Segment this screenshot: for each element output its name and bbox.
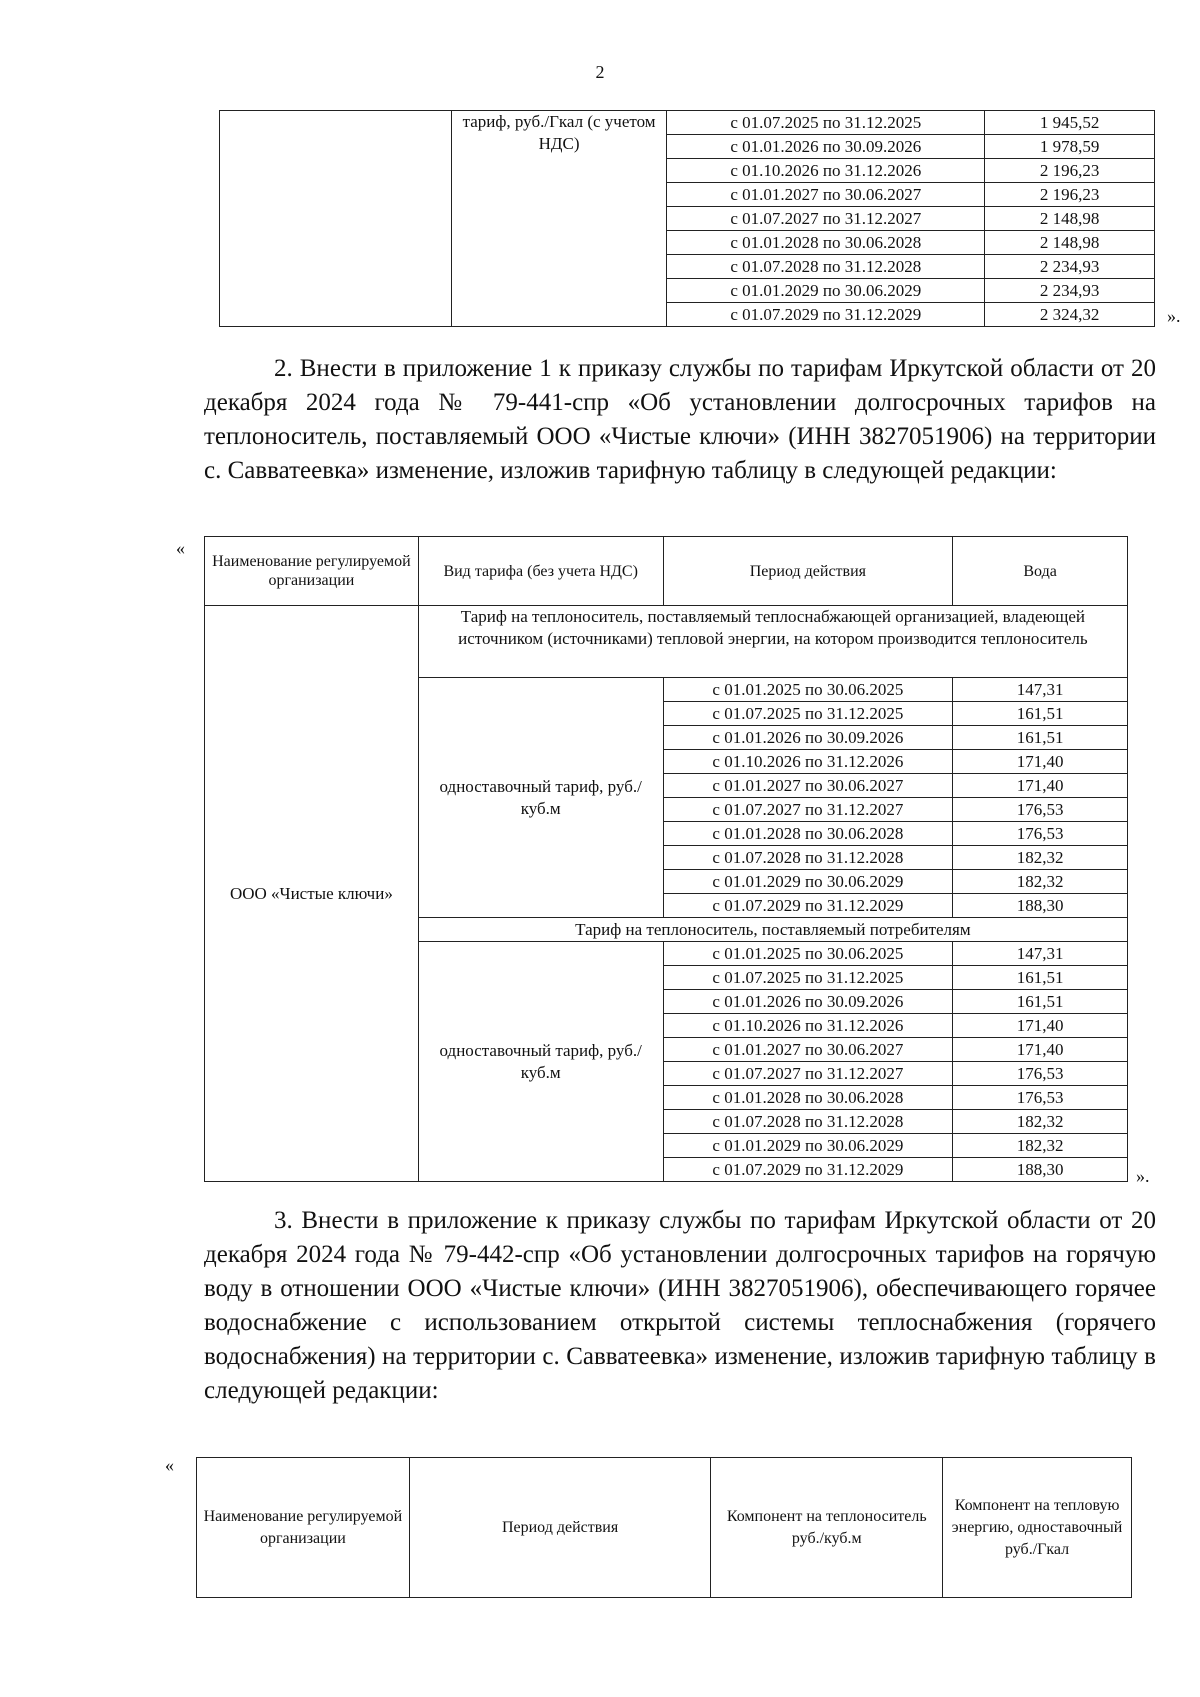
period-cell: с 01.01.2026 по 30.09.2026 (667, 135, 985, 159)
period-cell: с 01.10.2026 по 31.12.2026 (663, 750, 953, 774)
value-cell: 147,31 (953, 942, 1128, 966)
value-cell: 2 324,32 (985, 303, 1155, 327)
period-cell: с 01.01.2029 по 30.06.2029 (663, 870, 953, 894)
period-cell: с 01.07.2025 по 31.12.2025 (663, 702, 953, 726)
paragraph-3 (204, 1204, 1156, 1408)
value-cell: 2 234,93 (985, 279, 1155, 303)
value-cell: 1 978,59 (985, 135, 1155, 159)
header-water: Вода (953, 537, 1128, 606)
period-cell: с 01.10.2026 по 31.12.2026 (667, 159, 985, 183)
period-cell: с 01.07.2025 по 31.12.2025 (667, 111, 985, 135)
hot-water-tariff-table (196, 1457, 1132, 1598)
value-cell: 182,32 (953, 1134, 1128, 1158)
value-cell: 161,51 (953, 966, 1128, 990)
value-cell: 2 148,98 (985, 231, 1155, 255)
value-cell: 161,51 (953, 702, 1128, 726)
page-number: 2 (595, 62, 605, 82)
period-cell: с 01.07.2028 по 31.12.2028 (663, 846, 953, 870)
value-cell: 176,53 (953, 822, 1128, 846)
period-cell: с 01.07.2028 по 31.12.2028 (663, 1110, 953, 1134)
header-org: Наименование регулируемой организации (205, 537, 419, 606)
period-cell: с 01.07.2027 по 31.12.2027 (667, 207, 985, 231)
period-cell: с 01.01.2025 по 30.06.2025 (663, 678, 953, 702)
section-title: Тариф на теплоноситель, поставляемый теплоснабжающей организацией, владеющей источником (источниками) тепловой энергии, на котором производится теплоноситель (418, 606, 1127, 678)
period-cell: с 01.01.2028 по 30.06.2028 (667, 231, 985, 255)
value-cell: 182,32 (953, 846, 1128, 870)
table2-open-quote: « (176, 538, 185, 558)
value-cell: 171,40 (953, 1038, 1128, 1062)
header-org: Наименование регулируемой организации (197, 1458, 410, 1598)
header-coolant-component: Компонент на теплоноситель руб./куб.м (711, 1458, 943, 1598)
section-title: Тариф на теплоноситель, поставляемый потребителям (418, 918, 1127, 942)
value-cell: 188,30 (953, 894, 1128, 918)
period-cell: с 01.01.2027 по 30.06.2027 (663, 1038, 953, 1062)
table-header-row (197, 1458, 1132, 1598)
value-cell: 2 196,23 (985, 159, 1155, 183)
table-row (220, 111, 1155, 135)
period-cell: с 01.07.2027 по 31.12.2027 (663, 798, 953, 822)
period-cell: с 01.01.2027 по 30.06.2027 (663, 774, 953, 798)
period-cell: с 01.10.2026 по 31.12.2026 (663, 1014, 953, 1038)
period-cell: с 01.01.2028 по 30.06.2028 (663, 822, 953, 846)
value-cell: 176,53 (953, 798, 1128, 822)
table3-open-quote: « (165, 1455, 174, 1475)
period-cell: с 01.01.2025 по 30.06.2025 (663, 942, 953, 966)
period-cell: с 01.07.2029 по 31.12.2029 (663, 894, 953, 918)
value-cell: 2 196,23 (985, 183, 1155, 207)
table1-close-quote: ». (1167, 306, 1181, 326)
tariff-type-cell: одноставочный тариф, руб./куб.м (418, 942, 663, 1182)
value-cell: 171,40 (953, 774, 1128, 798)
value-cell: 161,51 (953, 990, 1128, 1014)
paragraph-2-text: 2. Внести в приложение 1 к приказу службы по тарифам Иркутской области от 20 декабря 2024 года № 79-441-спр «Об установлении долгосрочных тарифов на теплоноситель, поставляемый ООО «Чистые ключи» (ИНН 3827051906) на территории с. Савватеевка» изменение, изложив тарифную таблицу в следующей редакции: (204, 355, 1156, 484)
value-cell: 171,40 (953, 1014, 1128, 1038)
period-cell: с 01.01.2027 по 30.06.2027 (667, 183, 985, 207)
header-period: Период действия (663, 537, 953, 606)
value-cell: 176,53 (953, 1062, 1128, 1086)
period-cell: с 01.01.2029 по 30.06.2029 (667, 279, 985, 303)
period-cell: с 01.07.2027 по 31.12.2027 (663, 1062, 953, 1086)
period-cell: с 01.01.2029 по 30.06.2029 (663, 1134, 953, 1158)
table2-close-quote: ». (1136, 1166, 1150, 1186)
paragraph-3-text: 3. Внести в приложение к приказу службы по тарифам Иркутской области от 20 декабря 2024 года № 79-442-спр «Об установлении долгосрочных тарифов на горячую воду в отношении ООО «Чистые ключи» (ИНН 3827051906), обеспечивающего горячее водоснабжение с использованием открытой системы теплоснабжения (горячего водоснабжения) на территории с. Савватеевка» изменение, изложив тарифную таблицу в следующей редакции: (204, 1207, 1156, 1404)
period-cell: с 01.01.2028 по 30.06.2028 (663, 1086, 953, 1110)
header-tariff-type: Вид тарифа (без учета НДС) (418, 537, 663, 606)
value-cell: 171,40 (953, 750, 1128, 774)
header-heat-component: Компонент на тепловую энергию, одноставочный руб./Гкал (943, 1458, 1132, 1598)
period-cell: с 01.01.2026 по 30.09.2026 (663, 726, 953, 750)
header-period: Период действия (409, 1458, 711, 1598)
table-header-row (205, 537, 1128, 606)
value-cell: 147,31 (953, 678, 1128, 702)
value-cell: 2 234,93 (985, 255, 1155, 279)
period-cell: с 01.07.2029 по 31.12.2029 (667, 303, 985, 327)
period-cell: с 01.07.2029 по 31.12.2029 (663, 1158, 953, 1182)
value-cell: 2 148,98 (985, 207, 1155, 231)
value-cell: 188,30 (953, 1158, 1128, 1182)
org-cell (220, 111, 452, 327)
value-cell: 1 945,52 (985, 111, 1155, 135)
value-cell: 182,32 (953, 1110, 1128, 1134)
period-cell: с 01.07.2025 по 31.12.2025 (663, 966, 953, 990)
value-cell: 161,51 (953, 726, 1128, 750)
org-name-cell: ООО «Чистые ключи» (205, 606, 419, 1182)
period-cell: с 01.01.2026 по 30.09.2026 (663, 990, 953, 1014)
coolant-tariff-table (204, 536, 1128, 1182)
value-cell: 182,32 (953, 870, 1128, 894)
paragraph-2 (204, 352, 1156, 488)
period-cell: с 01.07.2028 по 31.12.2028 (667, 255, 985, 279)
heat-tariff-table (219, 110, 1155, 327)
tariff-type-cell: одноставочный тариф, руб./куб.м (418, 678, 663, 918)
section-row (205, 606, 1128, 678)
value-cell: 176,53 (953, 1086, 1128, 1110)
tariff-type-cell: тариф, руб./Гкал (с учетом НДС) (451, 111, 667, 327)
